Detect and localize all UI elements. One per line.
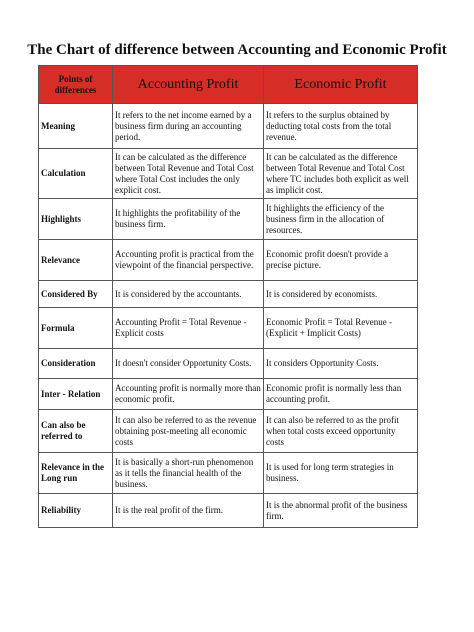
comparison-table [38, 65, 418, 528]
row-label: Highlights [39, 199, 113, 240]
table-row [39, 199, 418, 240]
row-label: Reliability [39, 494, 113, 528]
header-points-of-differences: Points of differences [39, 66, 113, 104]
accounting-cell: It can be calculated as the difference between Total Revenue and Total Cost where Total Cost includes the only explicit cost. [113, 149, 264, 199]
accounting-cell: It highlights the profitability of the business firm. [113, 199, 264, 240]
row-label: Can also be referred to [39, 410, 113, 453]
row-label: Relevance in the Long run [39, 453, 113, 494]
header-economic-label: Economic Profit [294, 77, 387, 92]
page-title: The Chart of difference between Accounting and Economic Profit [27, 42, 447, 58]
economic-cell: It is used for long term strategies in business. [264, 453, 418, 494]
economic-cell: Economic profit doesn't provide a precise picture. [264, 240, 418, 281]
row-label: Calculation [39, 149, 113, 199]
table-row [39, 308, 418, 349]
accounting-cell: Accounting Profit = Total Revenue - Explicit costs [113, 308, 264, 349]
economic-cell: It can also be referred to as the profit when total costs exceed opportunity costs [264, 410, 418, 453]
row-label: Considered By [39, 281, 113, 308]
table-header-row [39, 66, 418, 104]
table-row [39, 281, 418, 308]
accounting-cell: It is the real profit of the firm. [113, 494, 264, 528]
economic-cell: It can be calculated as the difference between Total Revenue and Total Cost where TC includes both explicit as well as implicit cost. [264, 149, 418, 199]
row-label: Formula [39, 308, 113, 349]
table-row [39, 104, 418, 149]
accounting-cell: It can also be referred to as the revenue obtaining post-meeting all economic costs [113, 410, 264, 453]
table-row [39, 149, 418, 199]
accounting-cell: It is basically a short-run phenomenon as it tells the financial health of the business. [113, 453, 264, 494]
economic-cell: It is the abnormal profit of the business firm. [264, 494, 418, 528]
economic-cell: It refers to the surplus obtained by deducting total costs from the total revenue. [264, 104, 418, 149]
table-row [39, 379, 418, 410]
table-row [39, 453, 418, 494]
table-row [39, 349, 418, 379]
accounting-cell: Accounting profit is normally more than economic profit. [113, 379, 264, 410]
header-accounting-profit [113, 66, 264, 104]
economic-cell: Economic profit is normally less than accounting profit. [264, 379, 418, 410]
economic-cell: Economic Profit = Total Revenue - (Explicit + Implicit Costs) [264, 308, 418, 349]
row-label: Relevance [39, 240, 113, 281]
accounting-cell: Accounting profit is practical from the viewpoint of the financial perspective. [113, 240, 264, 281]
header-economic-profit [264, 66, 418, 104]
table-row [39, 494, 418, 528]
accounting-cell: It refers to the net income earned by a business firm during an accounting period. [113, 104, 264, 149]
table-row [39, 410, 418, 453]
accounting-cell: It is considered by the accountants. [113, 281, 264, 308]
row-label: Meaning [39, 104, 113, 149]
table-body [39, 104, 418, 528]
header-accounting-label: Accounting Profit [137, 77, 239, 92]
accounting-cell: It doesn't consider Opportunity Costs. [113, 349, 264, 379]
economic-cell: It is considered by economists. [264, 281, 418, 308]
row-label: Inter - Relation [39, 379, 113, 410]
economic-cell: It highlights the efficiency of the business firm in the allocation of resources. [264, 199, 418, 240]
economic-cell: It considers Opportunity Costs. [264, 349, 418, 379]
row-label: Consideration [39, 349, 113, 379]
table-row [39, 240, 418, 281]
